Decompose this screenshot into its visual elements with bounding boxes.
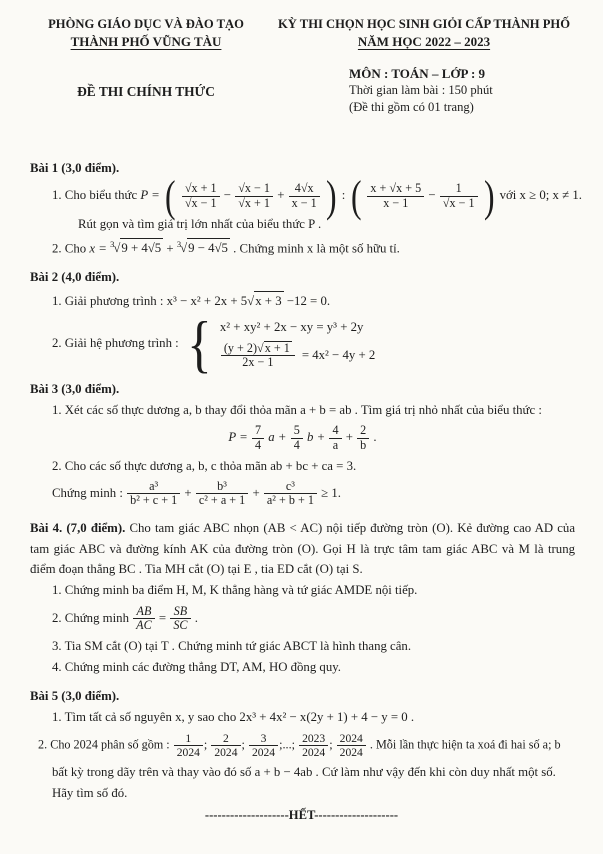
math-operator: + (166, 241, 174, 256)
root-index: 3 (176, 238, 182, 249)
radical-sign: √ (113, 241, 121, 256)
radicand: x + 3 (254, 291, 283, 311)
problem-5-item-2 (30, 732, 575, 759)
end-of-exam-marker: --------------------HẾT-------------------- (204, 808, 399, 822)
separator: ; (241, 736, 245, 751)
fraction-numerator: 4 (332, 423, 339, 438)
fraction-numerator (221, 341, 295, 356)
fraction-denominator: √x − 1 (182, 196, 220, 211)
item-lead: 2. Cho (52, 241, 87, 256)
fraction-numerator: 2 (360, 423, 367, 438)
separator: ; (329, 736, 333, 751)
fraction-denominator: x − 1 (367, 196, 424, 211)
fraction (299, 732, 328, 759)
fraction (221, 341, 295, 370)
problem-5-item-2-line3: Hãy tìm số đó. (52, 785, 128, 800)
problem-1-item-2 (30, 238, 575, 258)
radicand: 9 + 4√5 (120, 238, 163, 258)
math-punctuation: . (194, 610, 198, 625)
item-lead: Chứng minh : (52, 485, 123, 500)
fraction (249, 732, 278, 759)
fraction-denominator: SC (170, 618, 190, 633)
fraction-denominator: √x + 1 (235, 196, 273, 211)
header (30, 16, 575, 115)
fraction-denominator: 4 (252, 438, 264, 453)
sqrt-radical (247, 294, 283, 308)
fraction-denominator: √x − 1 (440, 196, 478, 211)
fraction-denominator: 2024 (174, 745, 203, 759)
math-symbol: x = (89, 241, 107, 256)
fraction (182, 182, 220, 210)
exam-title-line2: NĂM HỌC 2022 – 2023 (357, 34, 491, 49)
math-operator: + (184, 485, 192, 500)
item-lead: 1. Cho biểu thức (52, 188, 138, 203)
condition-text: với x ≥ 0; x ≠ 1. (499, 188, 582, 203)
math-operator: : (341, 188, 346, 203)
problem-4-item-2 (30, 605, 575, 633)
fraction-numerator: x + √x + 5 (370, 181, 422, 196)
item-tail: . Chứng minh x là một số hữu tỉ. (233, 241, 400, 256)
problem-4-item-3: 3. Tia SM cắt (O) tại T . Chứng minh tứ giác ABCT là hình thang cân. (52, 638, 412, 653)
item-lead: 1. Giải phương trình : x³ − x² + 2x + 5 (52, 294, 248, 309)
problem-4-intro (30, 518, 575, 579)
fraction (174, 732, 203, 759)
fraction-numerator: 7 (255, 423, 262, 438)
department-line1: PHÒNG GIÁO DỤC VÀ ĐÀO TẠO (48, 17, 244, 31)
problem-4 (30, 518, 575, 677)
math-operator: = (158, 610, 167, 625)
math-term: b + (307, 430, 326, 445)
cube-root-radical (176, 238, 230, 256)
fraction (289, 182, 320, 210)
problem-1 (30, 159, 582, 258)
fraction-denominator: c² + a + 1 (196, 493, 248, 508)
fraction (170, 605, 190, 633)
radicand: x + 1 (264, 340, 290, 355)
radical-sign: √ (257, 340, 264, 355)
fraction-denominator: AC (133, 618, 155, 633)
fraction-numerator: b³ (217, 478, 227, 493)
math-operator: + (252, 485, 260, 500)
fraction (252, 424, 264, 452)
problem-4-title: Bài 4. (7,0 điểm). (30, 521, 126, 536)
fraction-denominator: b (357, 438, 369, 453)
fraction-denominator: 2x − 1 (221, 355, 295, 370)
official-exam-label: ĐỀ THI CHÍNH THỨC (77, 83, 215, 99)
problem-2-title: Bài 2 (4,0 điểm). (30, 270, 120, 285)
problem-5 (30, 687, 575, 803)
fraction-numerator: 1 (455, 181, 462, 196)
header-right (273, 16, 575, 115)
radicand: 9 − 4√5 (187, 238, 230, 258)
math-symbol: P = (228, 430, 248, 445)
math-term: a + (268, 430, 287, 445)
problem-2-item-2: 2. Giải hệ phương trình : { x² + xy² + 2x − xy = y³ + 2y $\frac{(y + 2)√x + 1}{2x - 1}$ = 4x² − 4y + 2 (52, 307, 376, 379)
fraction-numerator: 3 (260, 731, 267, 745)
exam-title-line1: KỲ THI CHỌN HỌC SINH GIỎI CẤP THÀNH PHỐ (277, 17, 571, 31)
problem-2 (30, 268, 575, 379)
problem-3-item-1: 1. Xét các số thực dương a, b thay đổi thỏa mãn a + b = ab . Tìm giá trị nhỏ nhất của biểu thức : (52, 403, 542, 418)
fraction-numerator: √x − 1 (238, 181, 270, 196)
problem-1-item-1: 1. Cho biểu thức P = ( $\frac{√x + 1}{√x - 1}$ − $\frac{√x - 1}{√x + 1}$ + $\frac{4√x}{x - 1}$ ) : ( $\frac{x + √x + 5}{x - 1}$ − $\frac{1}{√x - 1}$ ) với x ≥ 0; x ≠ 1. (52, 171, 582, 221)
fraction-denominator: 2024 (249, 745, 278, 759)
math-operator: + (277, 188, 285, 203)
fraction-numerator: 2024 (339, 731, 363, 745)
pages-note: (Đề thi gồm có 01 trang) (349, 99, 474, 114)
separator: ; (203, 736, 208, 751)
sqrt-radical (257, 341, 292, 355)
problem-4-item-4: 4. Chứng minh các đường thẳng DT, AM, HO đồng quy. (52, 660, 341, 675)
root-index: 3 (110, 238, 115, 249)
subject-line: MÔN : TOÁN – LỚP : 9 (349, 65, 486, 81)
item-lead: 2. Cho 2024 phân số gồm : (38, 736, 170, 751)
inequality-tail: ≥ 1. (321, 485, 341, 500)
fraction-numerator: √x + 1 (184, 181, 217, 196)
fraction (264, 480, 317, 508)
fraction-numerator: 1 (185, 731, 192, 745)
fraction (329, 424, 341, 452)
fraction-numerator: 2 (223, 731, 229, 745)
cube-root-radical (110, 238, 163, 256)
fraction-denominator: b² + c + 1 (127, 493, 180, 508)
fraction-numerator: c³ (285, 478, 295, 493)
item-tail: −12 = 0. (286, 294, 331, 309)
problem-3-expression-P (30, 424, 575, 452)
math-symbol: P = (140, 188, 160, 203)
problem-5-item-2-line2: bất kỳ trong dãy trên và thay vào đó số a + b − 4ab . Cứ làm như vậy đến khi còn duy nhất một số. (52, 764, 556, 779)
fraction-numerator: 2023 (302, 731, 326, 745)
problem-4-item-1: 1. Chứng minh ba điểm H, M, K thẳng hàng và tứ giác AMDE nội tiếp. (52, 583, 418, 598)
fraction (235, 182, 273, 210)
equation-rhs: = 4x² − 4y + 2 (301, 347, 376, 362)
problem-3-title: Bài 3 (3,0 điểm). (30, 382, 120, 397)
problem-2-item-1 (30, 291, 575, 311)
problem-3 (30, 380, 575, 508)
problem-5-item-1: 1. Tìm tất cả số nguyên x, y sao cho 2x³ + 4x² − x(2y + 1) + 4 − y = 0 . (52, 710, 415, 725)
fraction (357, 424, 369, 452)
problem-3-inequality (30, 480, 575, 508)
fraction-numerator: AB (136, 603, 152, 618)
item-lead: 2. Giải hệ phương trình : (52, 335, 179, 350)
equation-system (220, 318, 375, 370)
fraction-numerator: 4√x (294, 181, 314, 196)
fraction-denominator: a (329, 438, 341, 453)
fraction (440, 182, 478, 210)
math-operator: − (223, 188, 232, 203)
header-left (30, 16, 262, 115)
fraction-denominator: 2024 (337, 745, 366, 759)
math-operator: + (345, 430, 353, 445)
item-tail: . Mỗi lần thực hiện ta xoá đi hai số a; b (369, 736, 561, 751)
radical-sign: √ (247, 294, 255, 309)
item-lead: 2. Chứng minh (52, 610, 129, 625)
separator: ;...; (279, 736, 296, 751)
fraction (211, 732, 240, 759)
problem-1-note: Rút gọn và tìm giá trị lớn nhất của biểu thức P . (78, 216, 322, 231)
numerator-text: (y + 2) (223, 340, 258, 355)
problem-5-title: Bài 5 (3,0 điểm). (30, 689, 120, 704)
problem-3-item-2: 2. Cho các số thực dương a, b, c thỏa mãn ab + bc + ca = 3. (52, 458, 357, 473)
fraction-denominator: a² + b + 1 (264, 493, 317, 508)
fraction-denominator: 4 (291, 438, 303, 453)
fraction (127, 480, 180, 508)
exam-meta (273, 65, 575, 115)
fraction (337, 732, 366, 759)
math-punctuation: . (373, 430, 377, 445)
fraction-numerator: 5 (293, 423, 300, 438)
duration-line: Thời gian làm bài : 150 phút (349, 83, 493, 97)
problem-1-title: Bài 1 (3,0 điểm). (30, 161, 120, 176)
fraction (291, 424, 303, 452)
problem-4-statement: Cho tam giác ABC nhọn (AB < AC) nội tiếp đường tròn (O). Kẻ đường cao AD của tam giác ABC và đường kính AK của đường tròn (O). Gọi H là trực tâm tam giác ABC và M là trung điểm đoạn thẳng BC . Tia MH cắt (O) tại E , tia ED cắt (O) tại S. (30, 521, 576, 576)
fraction (367, 182, 424, 210)
radical-sign: √ (180, 241, 188, 256)
fraction-numerator: SB (173, 603, 188, 618)
fraction-numerator: a³ (149, 478, 159, 493)
department-line2: THÀNH PHỐ VŨNG TÀU (70, 34, 222, 49)
system-equation-2 (220, 341, 375, 370)
fraction (196, 480, 248, 508)
system-equation-1: x² + xy² + 2x − xy = y³ + 2y (219, 319, 364, 334)
math-operator: − (428, 188, 436, 203)
fraction-denominator: x − 1 (289, 196, 320, 211)
fraction-denominator: 2024 (299, 745, 328, 759)
fraction-denominator: 2024 (211, 745, 240, 759)
fraction (133, 605, 155, 633)
